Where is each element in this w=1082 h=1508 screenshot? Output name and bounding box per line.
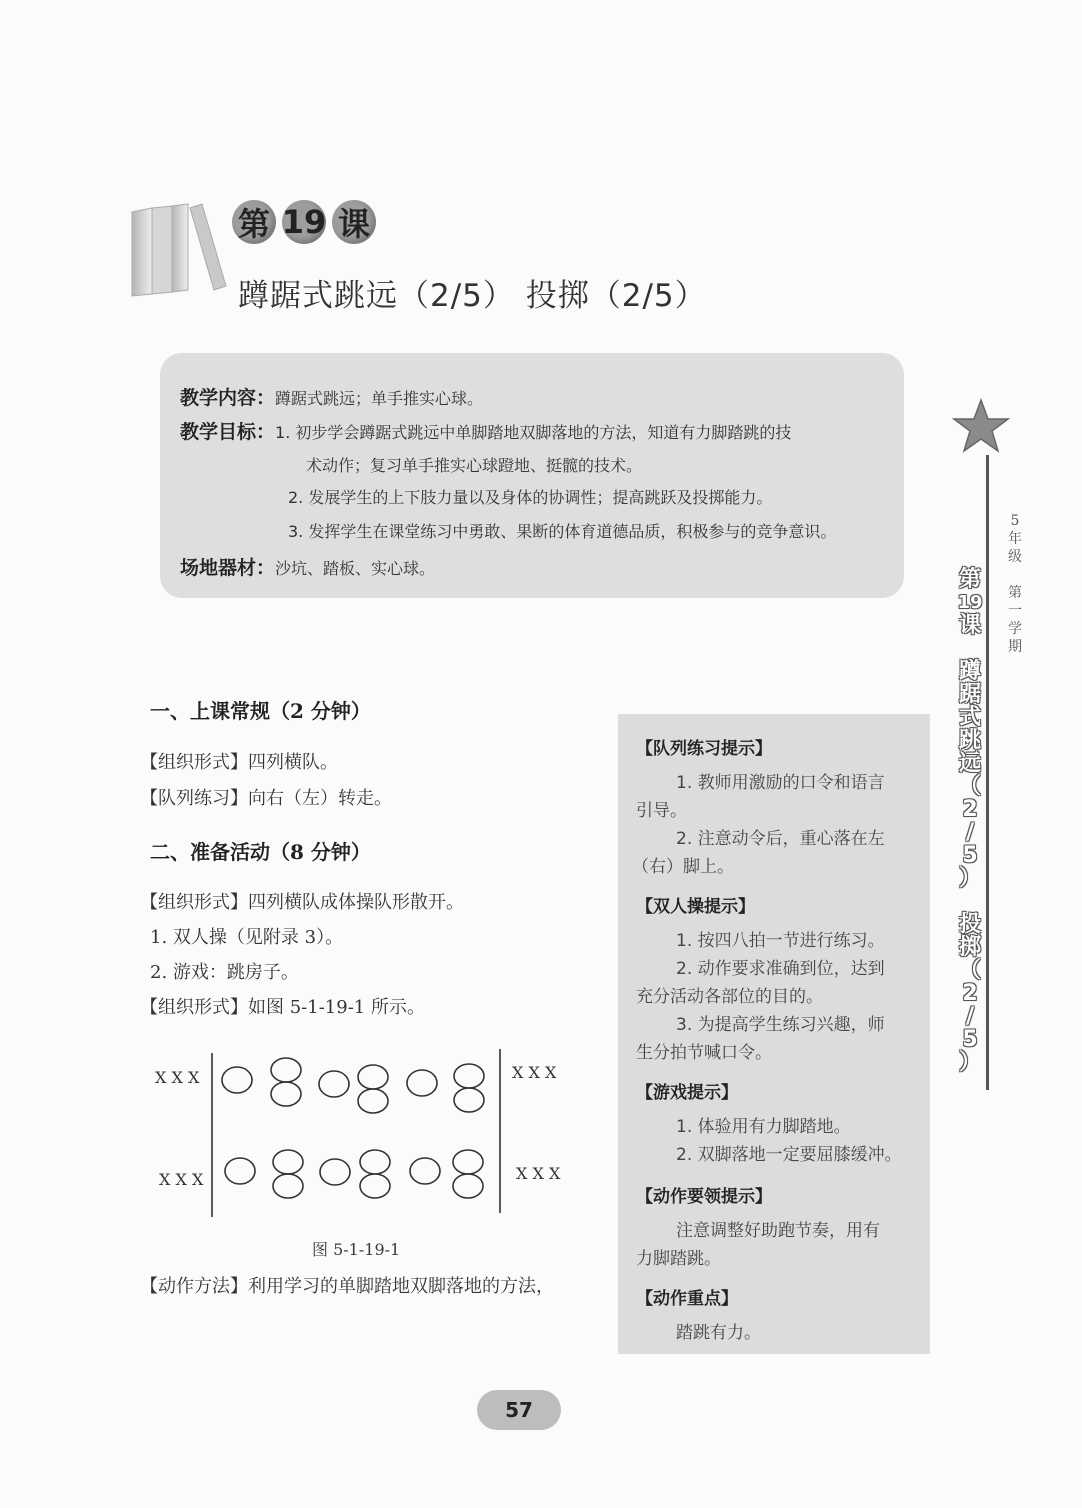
tip-heading-essentials: 【动作要领提示】 xyxy=(636,1187,772,1207)
grade-char: 级 xyxy=(1008,549,1022,565)
teaching-info-box xyxy=(160,353,904,598)
s2-line-1: 【组织形式】四列横队成体操队形散开。 xyxy=(140,892,464,913)
hop-circle xyxy=(453,1174,483,1198)
side-char: ） xyxy=(958,1050,981,1075)
grade-char: 期 xyxy=(1008,639,1022,655)
goals-label: 教学目标： xyxy=(180,421,276,443)
s1-line-1: 【组织形式】四列横队。 xyxy=(140,752,338,773)
hop-circle xyxy=(225,1158,255,1184)
side-char: 远 xyxy=(958,751,981,776)
hop-circle xyxy=(273,1150,303,1174)
s2-line-2: 1. 双人操（见附录 3）。 xyxy=(150,927,344,948)
fig-label-bottom-left: X X X xyxy=(159,1170,204,1189)
side-char: 式 xyxy=(958,705,981,730)
lesson-prefix: 第 xyxy=(232,200,276,244)
hop-circle xyxy=(273,1174,303,1198)
tip-line: 充分活动各部位的目的。 xyxy=(636,987,823,1007)
side-char: 19 xyxy=(957,592,983,613)
side-char: 踞 xyxy=(958,682,981,707)
fig-label-bottom-right: X X X xyxy=(516,1164,561,1183)
grade-char: 学 xyxy=(1008,621,1022,637)
goal-3: 3. 发挥学生在课堂练习中勇敢、果断的体育道德品质，积极参与的竞争意识。 xyxy=(288,522,837,541)
grade-char: 年 xyxy=(1008,531,1022,547)
side-char: 2 xyxy=(962,981,978,1006)
hop-circle xyxy=(358,1065,388,1089)
tip-line: （右）脚上。 xyxy=(632,857,734,877)
tip-line: 力脚踏跳。 xyxy=(636,1249,721,1269)
method-line: 【动作方法】利用学习的单脚踏地双脚落地的方法， xyxy=(140,1276,554,1297)
goal-1a: 1. 初步学会蹲踞式跳远中单脚踏地双脚落地的方法，知道有力脚踏跳的技 xyxy=(275,423,792,442)
tip-line: 引导。 xyxy=(636,801,687,821)
tip-heading-game: 【游戏提示】 xyxy=(636,1083,738,1103)
s2-line-3: 2. 游戏：跳房子。 xyxy=(150,962,299,983)
lesson-suffix: 课 xyxy=(332,200,376,244)
side-char: 2 xyxy=(962,797,978,822)
tip-line: 1. 教师用激励的口令和语言 xyxy=(676,773,885,793)
lesson-number: 19 xyxy=(282,200,326,244)
hop-circle xyxy=(271,1082,301,1106)
side-char: / xyxy=(965,1004,975,1029)
tip-line: 2. 双脚落地一定要屈膝缓冲。 xyxy=(676,1145,902,1165)
grade-char: 一 xyxy=(1008,603,1022,619)
tip-line: 生分拍节喊口令。 xyxy=(636,1043,772,1063)
section-2-title: 二、准备活动（8 分钟） xyxy=(150,840,371,864)
hop-circle xyxy=(454,1064,484,1088)
books-icon xyxy=(130,200,230,300)
hop-circle xyxy=(271,1058,301,1082)
hop-circle xyxy=(360,1150,390,1174)
tip-line: 2. 注意动令后，重心落在左 xyxy=(676,829,885,849)
side-char xyxy=(957,890,983,913)
hop-circle xyxy=(453,1150,483,1174)
tip-line: 1. 体验用有力脚踏地。 xyxy=(676,1117,851,1137)
grade-char: 第 xyxy=(1008,585,1022,601)
side-char: 第 xyxy=(958,567,981,592)
content-row xyxy=(180,383,483,410)
lesson-subtitle: 蹲踞式跳远（2/5） 投掷（2/5） xyxy=(238,278,707,314)
hop-circle xyxy=(410,1158,440,1184)
tip-line: 3. 为提高学生练习兴趣，师 xyxy=(676,1015,885,1035)
hop-circle xyxy=(360,1174,390,1198)
tip-line: 1. 按四八拍一节进行练习。 xyxy=(676,931,885,951)
side-char: 5 xyxy=(962,1027,978,1052)
hop-circle xyxy=(358,1089,388,1113)
lesson-title xyxy=(232,200,376,244)
side-char: 5 xyxy=(962,843,978,868)
sidebar-rule xyxy=(986,455,989,1090)
tips-panel xyxy=(618,714,930,1354)
side-char: 掷 xyxy=(958,935,981,960)
page-number: 57 xyxy=(477,1390,561,1430)
star-icon xyxy=(952,398,1010,456)
side-char: 跳 xyxy=(958,728,981,753)
grade-char xyxy=(1006,566,1024,584)
grade-semester-label xyxy=(1006,512,1024,656)
side-char: 蹲 xyxy=(958,659,981,684)
s1-line-2: 【队列练习】向右（左）转走。 xyxy=(140,788,392,809)
tip-heading-key-point: 【动作重点】 xyxy=(636,1289,738,1309)
tip-heading-pair-exercise: 【双人操提示】 xyxy=(636,897,755,917)
fig-label-top-right: X X X xyxy=(512,1063,557,1082)
fig-label-top-left: X X X xyxy=(155,1068,200,1087)
content-text: 蹲踞式跳远；单手推实心球。 xyxy=(275,389,484,408)
side-char: （ xyxy=(958,774,981,799)
hopscotch-figure xyxy=(150,1045,570,1220)
side-char: 投 xyxy=(958,912,981,937)
content-label: 教学内容： xyxy=(180,387,276,409)
goal-2: 2. 发展学生的上下肢力量以及身体的协调性；提高跳跃及投掷能力。 xyxy=(288,488,773,507)
side-char: / xyxy=(965,820,975,845)
figure-caption: 图 5-1-19-1 xyxy=(312,1240,401,1259)
sidebar-lesson-title xyxy=(957,568,983,1074)
tip-line: 2. 动作要求准确到位，达到 xyxy=(676,959,885,979)
side-char xyxy=(957,637,983,660)
hop-circle xyxy=(319,1071,349,1097)
tip-heading-drill: 【队列练习提示】 xyxy=(636,739,772,759)
equipment-row xyxy=(180,553,435,580)
hop-circle xyxy=(407,1070,437,1096)
goal-1b: 术动作；复习单手推实心球蹬地、挺髋的技术。 xyxy=(306,456,643,475)
equipment-text: 沙坑、踏板、实心球。 xyxy=(275,559,436,578)
hop-circle xyxy=(320,1159,350,1185)
equipment-label: 场地器材： xyxy=(180,557,276,579)
hop-circle xyxy=(222,1067,252,1093)
tip-line: 踏跳有力。 xyxy=(676,1323,761,1343)
section-1-title: 一、上课常规（2 分钟） xyxy=(150,699,371,723)
side-char: 课 xyxy=(958,613,981,638)
s2-line-4: 【组织形式】如图 5-1-19-1 所示。 xyxy=(140,997,425,1018)
grade-char: 5 xyxy=(1010,513,1020,529)
goals-row xyxy=(180,417,791,444)
side-char: （ xyxy=(958,958,981,983)
side-char: ） xyxy=(958,866,981,891)
tip-line: 注意调整好助跑节奏，用有 xyxy=(676,1221,880,1241)
hop-circle xyxy=(454,1088,484,1112)
